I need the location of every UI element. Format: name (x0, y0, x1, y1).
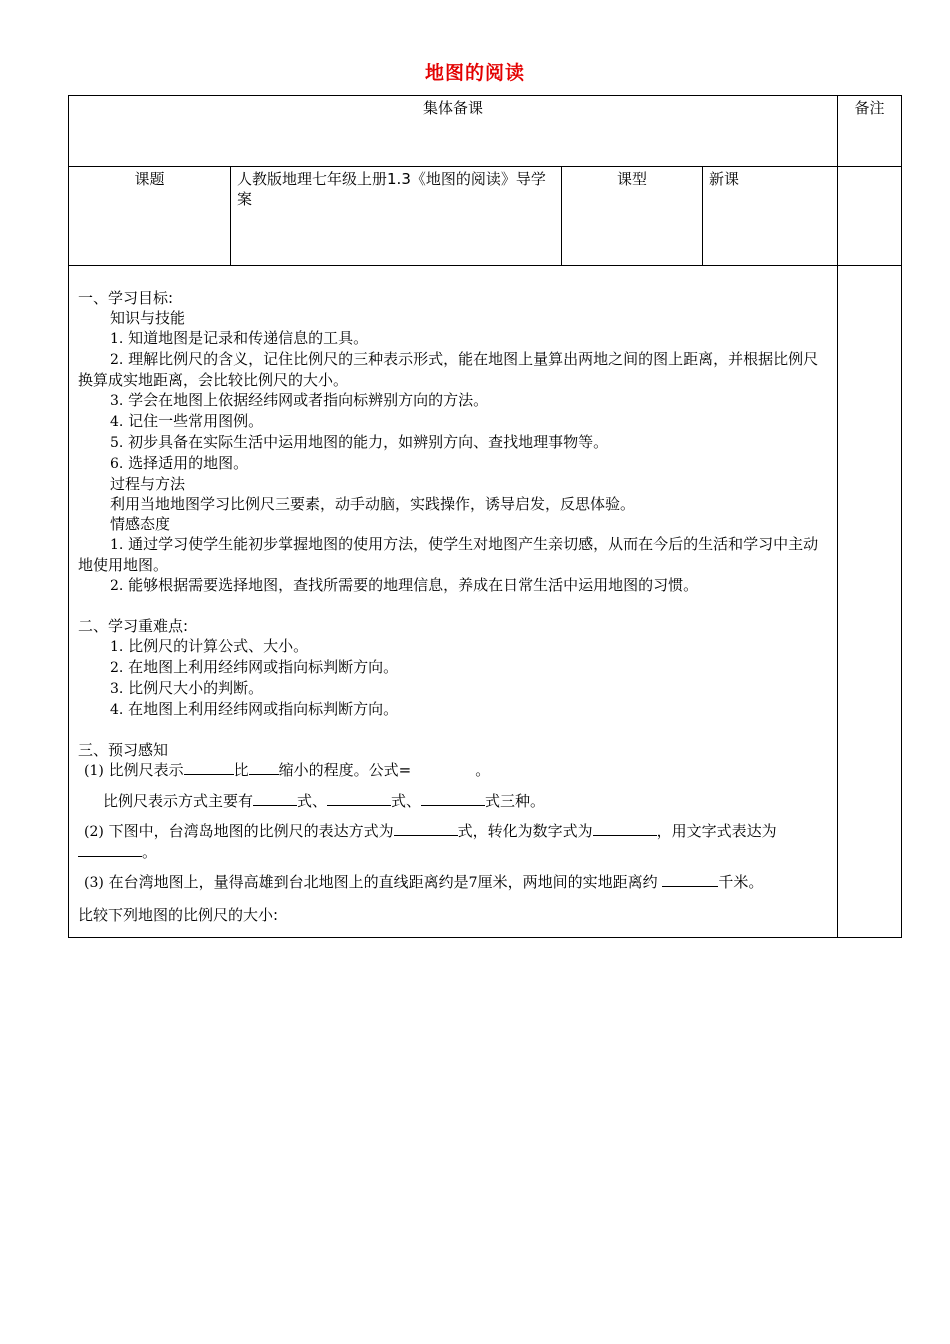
content-cell (69, 266, 838, 938)
remarks-cell-info (838, 167, 902, 266)
objective-item: 1. 知道地图是记录和传递信息的工具。 (110, 329, 369, 347)
keypoint-item: 4. 在地图上利用经纬网或指向标判断方向。 (110, 700, 399, 718)
objective-item: 3. 学会在地图上依据经纬网或者指向标辨别方向的方法。 (110, 391, 489, 409)
lesson-plan-table (68, 95, 902, 938)
answer-blank (78, 842, 142, 857)
subheading-attitude: 情感态度 (110, 515, 171, 533)
remarks-header-cell: 备注 (838, 96, 902, 167)
keypoint-item: 3. 比例尺大小的判断。 (110, 679, 264, 697)
subheading-knowledge: 知识与技能 (110, 309, 186, 327)
answer-blank (249, 760, 279, 775)
info-row (69, 167, 902, 266)
keypoint-item: 2. 在地图上利用经纬网或指向标判断方向。 (110, 658, 399, 676)
topic-value: 人教版地理七年级上册1.3《地图的阅读》导学案 (231, 167, 562, 266)
compare-prompt: 比较下列地图的比例尺的大小: (78, 906, 279, 924)
question-2: (2) 下图中，台湾岛地图的比例尺的表达方式为 式，转化为数字式为 ，用文字式表达为。 (78, 821, 829, 862)
objective-item: 2. 理解比例尺的含义，记住比例尺的三种表示形式，能在地图上量算出两地之间的图上距离，并根据比例尺换算成实地距离，会比较比例尺的大小。 (78, 350, 819, 389)
process-text: 利用当地地图学习比例尺三要素，动手动脑，实践操作，诱导启发，反思体验。 (110, 495, 636, 513)
answer-blank (327, 791, 391, 806)
answer-blank (593, 821, 657, 836)
collective-prep-cell: 集体备课 (69, 96, 838, 167)
question-1: (1) 比例尺表示 比 缩小的程度。公式= 。 (84, 761, 491, 779)
answer-blank (394, 821, 458, 836)
objective-item: 4. 记住一些常用图例。 (110, 412, 264, 430)
question-1-line-2: 比例尺表示方式主要有 式、 式、 式三种。 (103, 792, 546, 810)
type-value: 新课 (703, 167, 838, 266)
question-3: (3) 在台湾地图上，量得高雄到台北地图上的直线距离约是7厘米，两地间的实地距离约 千米。 (84, 873, 764, 891)
page-title: 地图的阅读 (424, 62, 525, 84)
header-row (69, 96, 902, 167)
answer-blank (421, 791, 485, 806)
type-label: 课型 (562, 167, 703, 266)
subheading-process: 过程与方法 (110, 475, 186, 493)
answer-blank (662, 872, 718, 887)
remarks-cell-content (838, 266, 902, 938)
topic-label: 课题 (69, 167, 231, 266)
section-1-title: 一、学习目标: (78, 289, 174, 307)
section-2-title: 二、学习重难点: (78, 617, 189, 635)
objective-item: 5. 初步具备在实际生活中运用地图的能力，如辨别方向、查找地理事物等。 (110, 433, 609, 451)
objective-item: 6. 选择适用的地图。 (110, 454, 249, 472)
content-row (69, 266, 902, 938)
attitude-item: 2. 能够根据需要选择地图，查找所需要的地理信息，养成在日常生活中运用地图的习惯。 (110, 576, 699, 594)
attitude-item: 1. 通过学习使学生能初步掌握地图的使用方法，使学生对地图产生亲切感，从而在今后的生活和学习中主动地使用地图。 (78, 535, 819, 574)
keypoint-item: 1. 比例尺的计算公式、大小。 (110, 637, 309, 655)
answer-blank (184, 760, 234, 775)
section-3-title: 三、预习感知 (78, 741, 169, 759)
answer-blank (253, 791, 297, 806)
